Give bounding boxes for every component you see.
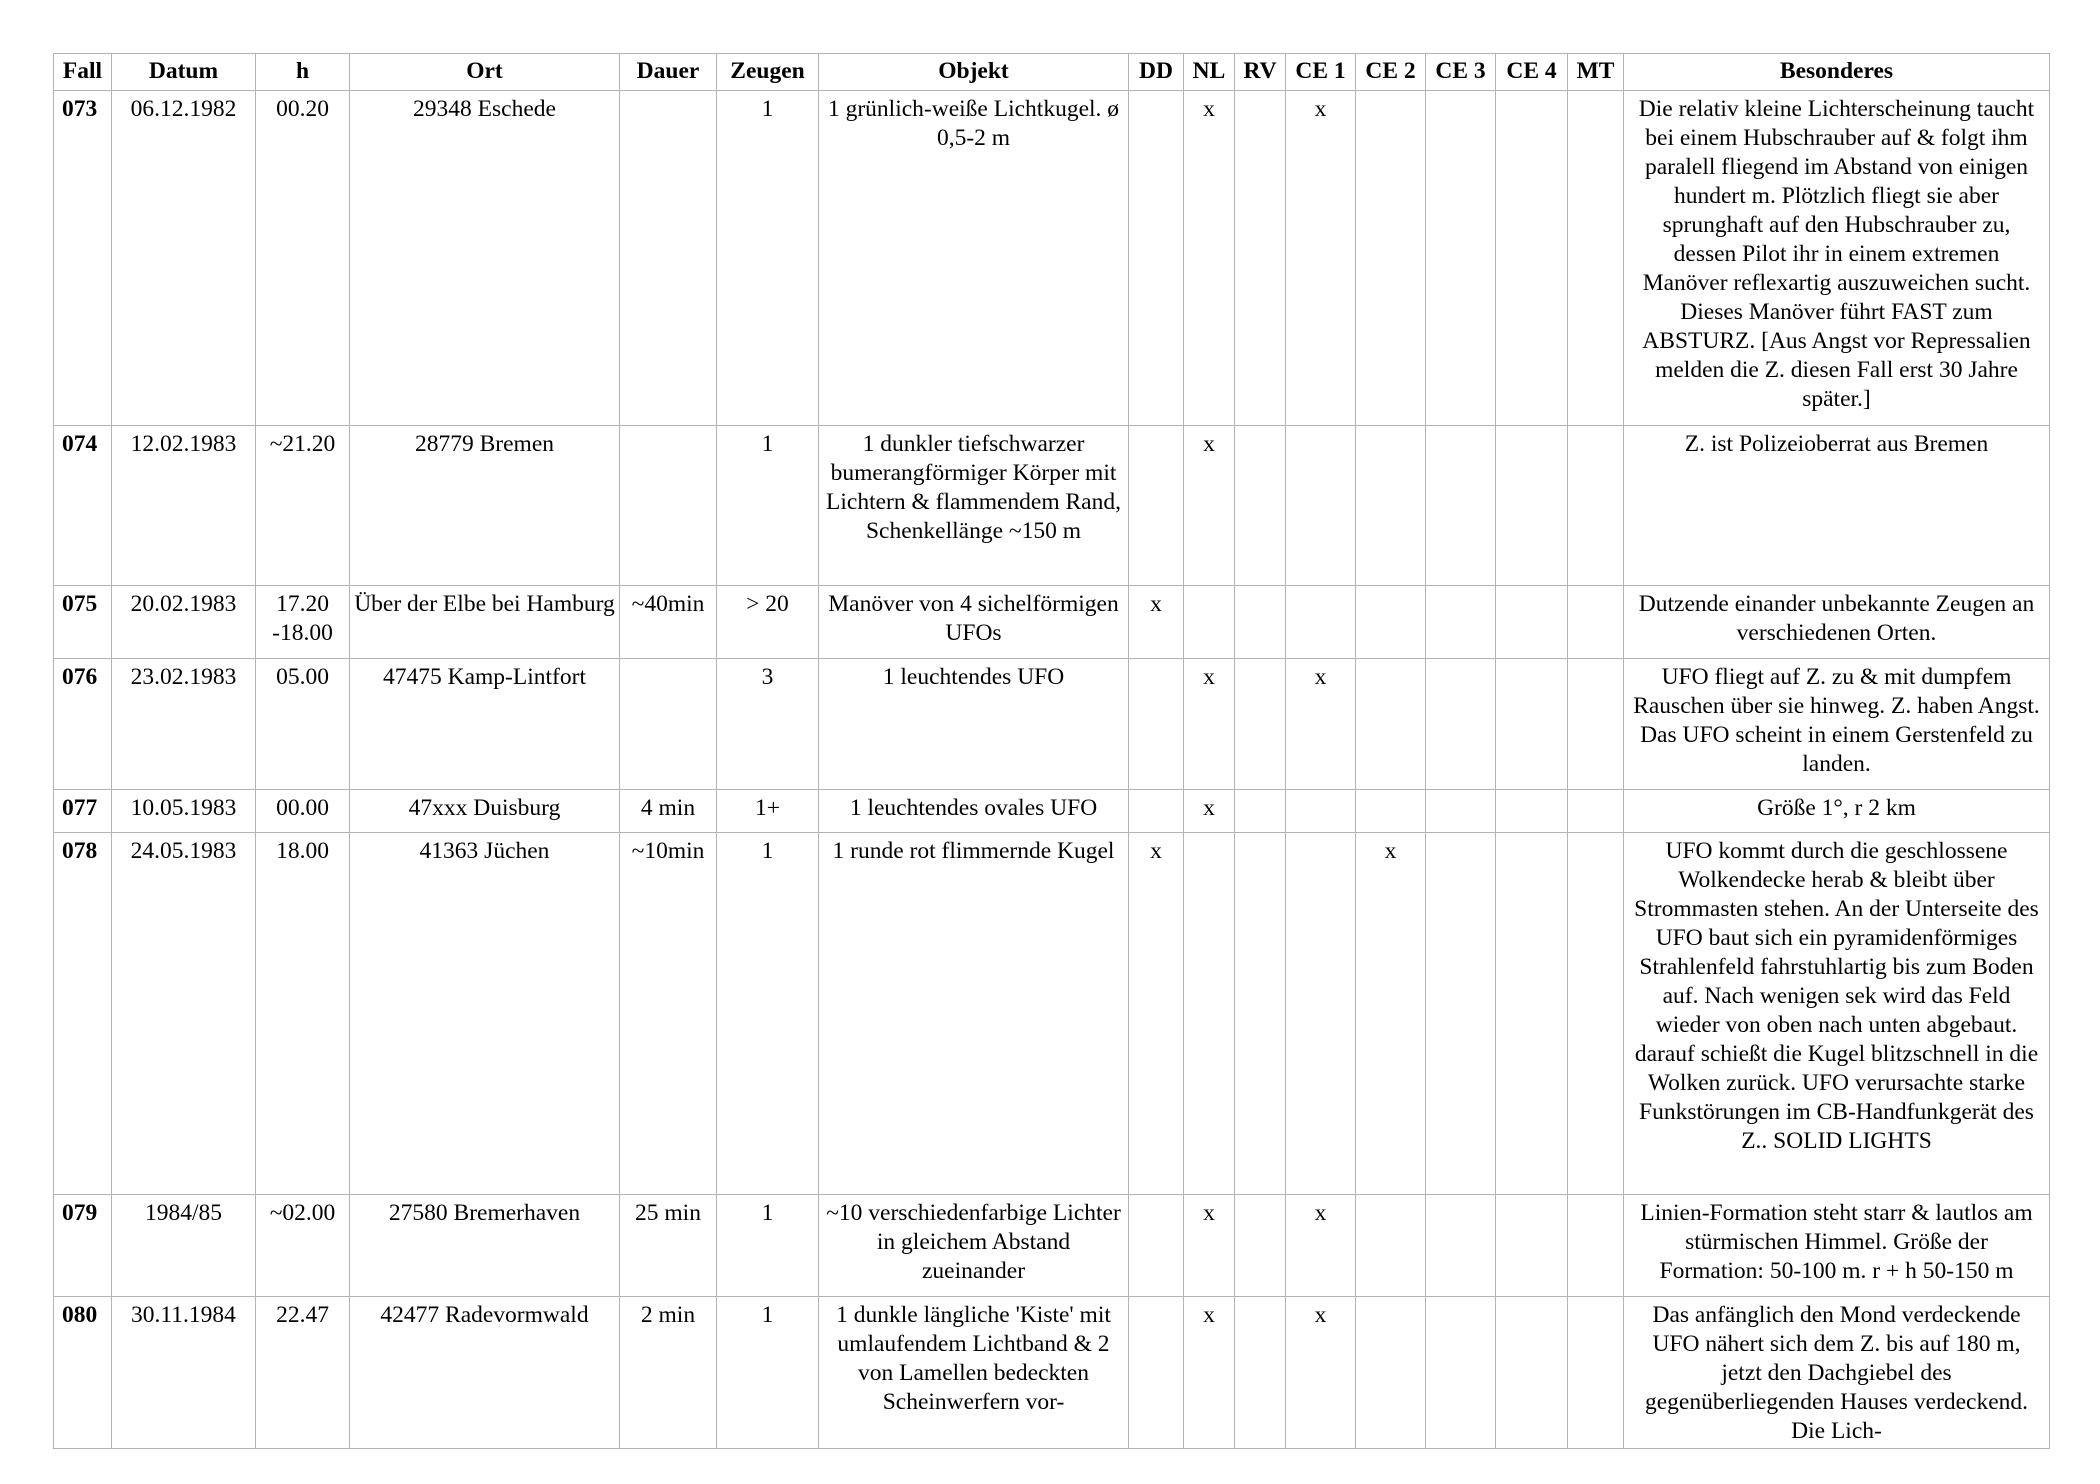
cell-datum: 30.11.1984 xyxy=(112,1297,256,1449)
cell-ort: 47xxx Duisburg xyxy=(350,790,620,833)
header-objekt: Objekt xyxy=(819,54,1129,91)
cell-dd: x xyxy=(1129,586,1184,659)
cell-objekt: 1 dunkler tiefschwarzer bumerangförmiger Körper mit Lichtern & flammendem Rand, Schenkellänge ~150 m xyxy=(819,426,1129,586)
cell-nl: x xyxy=(1184,659,1235,790)
table-row xyxy=(54,833,2050,1195)
cell-rv xyxy=(1235,586,1286,659)
header-dd: DD xyxy=(1129,54,1184,91)
cell-dauer xyxy=(620,659,717,790)
cell-ce2 xyxy=(1356,790,1426,833)
header-h: h xyxy=(256,54,350,91)
cell-ce2: x xyxy=(1356,833,1426,1195)
cell-h: ~02.00 xyxy=(256,1195,350,1297)
cell-mt xyxy=(1568,1297,1624,1449)
cell-zeugen: 3 xyxy=(717,659,819,790)
cell-dd: x xyxy=(1129,833,1184,1195)
cell-ce1: x xyxy=(1286,91,1356,426)
cell-ce1: x xyxy=(1286,1195,1356,1297)
cell-mt xyxy=(1568,833,1624,1195)
cell-ort: Über der Elbe bei Hamburg xyxy=(350,586,620,659)
cell-nl: x xyxy=(1184,1297,1235,1449)
cell-ce4 xyxy=(1496,91,1568,426)
cell-rv xyxy=(1235,790,1286,833)
cell-rv xyxy=(1235,1195,1286,1297)
header-besonderes: Besonderes xyxy=(1624,54,2050,91)
cell-zeugen: 1 xyxy=(717,1297,819,1449)
cell-dd xyxy=(1129,1195,1184,1297)
cell-fall: 080 xyxy=(54,1297,112,1449)
cell-besonderes: Dutzende einander unbekannte Zeugen an verschiedenen Orten. xyxy=(1624,586,2050,659)
cell-datum: 20.02.1983 xyxy=(112,586,256,659)
cell-h: 17.20 -18.00 xyxy=(256,586,350,659)
cell-ort: 27580 Bremerhaven xyxy=(350,1195,620,1297)
table-row xyxy=(54,1195,2050,1297)
table-row xyxy=(54,790,2050,833)
cell-mt xyxy=(1568,790,1624,833)
cell-fall: 074 xyxy=(54,426,112,586)
header-nl: NL xyxy=(1184,54,1235,91)
cell-fall: 075 xyxy=(54,586,112,659)
cell-nl: x xyxy=(1184,91,1235,426)
table-row xyxy=(54,1297,2050,1449)
cell-ce2 xyxy=(1356,426,1426,586)
cell-ce3 xyxy=(1426,659,1496,790)
cell-rv xyxy=(1235,91,1286,426)
cell-ce4 xyxy=(1496,1195,1568,1297)
cell-ce4 xyxy=(1496,426,1568,586)
cell-besonderes: Die relativ kleine Lichterscheinung taucht bei einem Hubschrauber auf & folgt ihm paralell fliegend im Abstand von einigen hundert m. Plötzlich fliegt sie aber sprunghaft auf den Hubschrauber zu, dessen Pilot ihr in einem extremen Manöver reflexartig auszuweichen sucht. Dieses Manöver führt FAST zum ABSTURZ. [Aus Angst vor Repressalien melden die Z. diesen Fall erst 30 Jahre später.] xyxy=(1624,91,2050,426)
cell-h: 00.00 xyxy=(256,790,350,833)
cell-ort: 28779 Bremen xyxy=(350,426,620,586)
cell-h: 18.00 xyxy=(256,833,350,1195)
cell-zeugen: 1+ xyxy=(717,790,819,833)
cell-besonderes: Das anfänglich den Mond verdeckende UFO nähert sich dem Z. bis auf 180 m, jetzt den Dachgiebel des gegenüberliegenden Hauses verdeckend. Die Lich- xyxy=(1624,1297,2050,1449)
cell-ce4 xyxy=(1496,833,1568,1195)
cell-h: 00.20 xyxy=(256,91,350,426)
table-row xyxy=(54,91,2050,426)
cell-objekt: 1 dunkle längliche 'Kiste' mit umlaufendem Lichtband & 2 von Lamellen bedeckten Scheinwerfern vor- xyxy=(819,1297,1129,1449)
cell-besonderes: UFO fliegt auf Z. zu & mit dumpfem Rauschen über sie hinweg. Z. haben Angst. Das UFO scheint in einem Gerstenfeld zu landen. xyxy=(1624,659,2050,790)
cell-dauer xyxy=(620,91,717,426)
header-dauer: Dauer xyxy=(620,54,717,91)
header-ce2: CE 2 xyxy=(1356,54,1426,91)
cell-dd xyxy=(1129,91,1184,426)
cell-ce1: x xyxy=(1286,1297,1356,1449)
cell-datum: 1984/85 xyxy=(112,1195,256,1297)
cell-ce2 xyxy=(1356,586,1426,659)
cell-nl: x xyxy=(1184,790,1235,833)
header-row xyxy=(54,54,2050,91)
cell-objekt: Manöver von 4 sichelförmigen UFOs xyxy=(819,586,1129,659)
cell-ce2 xyxy=(1356,91,1426,426)
cell-besonderes: Linien-Formation steht starr & lautlos am stürmischen Himmel. Größe der Formation: 50-100 m. r + h 50-150 m xyxy=(1624,1195,2050,1297)
cell-rv xyxy=(1235,659,1286,790)
header-ce4: CE 4 xyxy=(1496,54,1568,91)
cell-datum: 10.05.1983 xyxy=(112,790,256,833)
header-fall: Fall xyxy=(54,54,112,91)
cell-objekt: ~10 verschiedenfarbige Lichter in gleichem Abstand zueinander xyxy=(819,1195,1129,1297)
cell-h: 22.47 xyxy=(256,1297,350,1449)
cell-besonderes: Größe 1°, r 2 km xyxy=(1624,790,2050,833)
cell-ce2 xyxy=(1356,1195,1426,1297)
cell-mt xyxy=(1568,1195,1624,1297)
cell-ort: 29348 Eschede xyxy=(350,91,620,426)
cell-ce3 xyxy=(1426,790,1496,833)
cell-ce3 xyxy=(1426,833,1496,1195)
cell-ce3 xyxy=(1426,586,1496,659)
cell-ce1: x xyxy=(1286,659,1356,790)
cell-ce2 xyxy=(1356,1297,1426,1449)
cell-datum: 12.02.1983 xyxy=(112,426,256,586)
cell-ce4 xyxy=(1496,586,1568,659)
cell-fall: 078 xyxy=(54,833,112,1195)
cell-ce4 xyxy=(1496,790,1568,833)
cell-objekt: 1 leuchtendes UFO xyxy=(819,659,1129,790)
cell-besonderes: UFO kommt durch die geschlossene Wolkendecke herab & bleibt über Strommasten stehen. An der Unterseite des UFO baut sich ein pyramidenförmiges Strahlenfeld fahrstuhlartig bis zum Boden auf. Nach wenigen sek wird das Feld wieder von oben nach unten abgebaut. darauf schießt die Kugel blitzschnell in die Wolken zurück. UFO verursachte starke Funkstörungen im CB-Handfunkgerät des Z.. SOLID LIGHTS xyxy=(1624,833,2050,1195)
ufo-sightings-table-page xyxy=(53,53,2050,1449)
cell-zeugen: > 20 xyxy=(717,586,819,659)
table-row xyxy=(54,426,2050,586)
cell-dauer: ~10min xyxy=(620,833,717,1195)
header-rv: RV xyxy=(1235,54,1286,91)
cell-mt xyxy=(1568,91,1624,426)
cell-fall: 079 xyxy=(54,1195,112,1297)
cell-ce4 xyxy=(1496,659,1568,790)
cell-objekt: 1 leuchtendes ovales UFO xyxy=(819,790,1129,833)
cell-ort: 42477 Radevormwald xyxy=(350,1297,620,1449)
table-row xyxy=(54,659,2050,790)
cell-ce3 xyxy=(1426,1297,1496,1449)
cell-dauer: 4 min xyxy=(620,790,717,833)
header-ce3: CE 3 xyxy=(1426,54,1496,91)
cell-dauer: 2 min xyxy=(620,1297,717,1449)
cell-dd xyxy=(1129,790,1184,833)
cell-objekt: 1 runde rot flimmernde Kugel xyxy=(819,833,1129,1195)
cell-fall: 077 xyxy=(54,790,112,833)
cell-ce1 xyxy=(1286,790,1356,833)
cell-ce1 xyxy=(1286,426,1356,586)
cell-nl: x xyxy=(1184,426,1235,586)
cell-nl: x xyxy=(1184,1195,1235,1297)
cell-ort: 47475 Kamp-Lintfort xyxy=(350,659,620,790)
cell-rv xyxy=(1235,833,1286,1195)
cell-ce4 xyxy=(1496,1297,1568,1449)
cell-zeugen: 1 xyxy=(717,1195,819,1297)
cell-rv xyxy=(1235,426,1286,586)
cell-zeugen: 1 xyxy=(717,91,819,426)
cell-datum: 23.02.1983 xyxy=(112,659,256,790)
cell-nl xyxy=(1184,833,1235,1195)
cell-zeugen: 1 xyxy=(717,426,819,586)
cell-dauer xyxy=(620,426,717,586)
cell-ce3 xyxy=(1426,91,1496,426)
cell-besonderes: Z. ist Polizeioberrat aus Bremen xyxy=(1624,426,2050,586)
cell-ce1 xyxy=(1286,586,1356,659)
cell-dauer: 25 min xyxy=(620,1195,717,1297)
cell-datum: 06.12.1982 xyxy=(112,91,256,426)
header-zeugen: Zeugen xyxy=(717,54,819,91)
cell-ort: 41363 Jüchen xyxy=(350,833,620,1195)
cell-mt xyxy=(1568,426,1624,586)
cell-ce3 xyxy=(1426,1195,1496,1297)
cell-h: 05.00 xyxy=(256,659,350,790)
cell-fall: 073 xyxy=(54,91,112,426)
ufo-sightings-table xyxy=(53,53,2050,1449)
cell-fall: 076 xyxy=(54,659,112,790)
cell-dd xyxy=(1129,1297,1184,1449)
cell-mt xyxy=(1568,586,1624,659)
table-row xyxy=(54,586,2050,659)
cell-dd xyxy=(1129,659,1184,790)
header-datum: Datum xyxy=(112,54,256,91)
cell-mt xyxy=(1568,659,1624,790)
header-ort: Ort xyxy=(350,54,620,91)
cell-h: ~21.20 xyxy=(256,426,350,586)
cell-zeugen: 1 xyxy=(717,833,819,1195)
cell-ce3 xyxy=(1426,426,1496,586)
header-ce1: CE 1 xyxy=(1286,54,1356,91)
header-mt: MT xyxy=(1568,54,1624,91)
cell-datum: 24.05.1983 xyxy=(112,833,256,1195)
cell-dauer: ~40min xyxy=(620,586,717,659)
cell-rv xyxy=(1235,1297,1286,1449)
cell-ce2 xyxy=(1356,659,1426,790)
cell-nl xyxy=(1184,586,1235,659)
cell-ce1 xyxy=(1286,833,1356,1195)
cell-dd xyxy=(1129,426,1184,586)
cell-objekt: 1 grünlich-weiße Lichtkugel. ø 0,5-2 m xyxy=(819,91,1129,426)
